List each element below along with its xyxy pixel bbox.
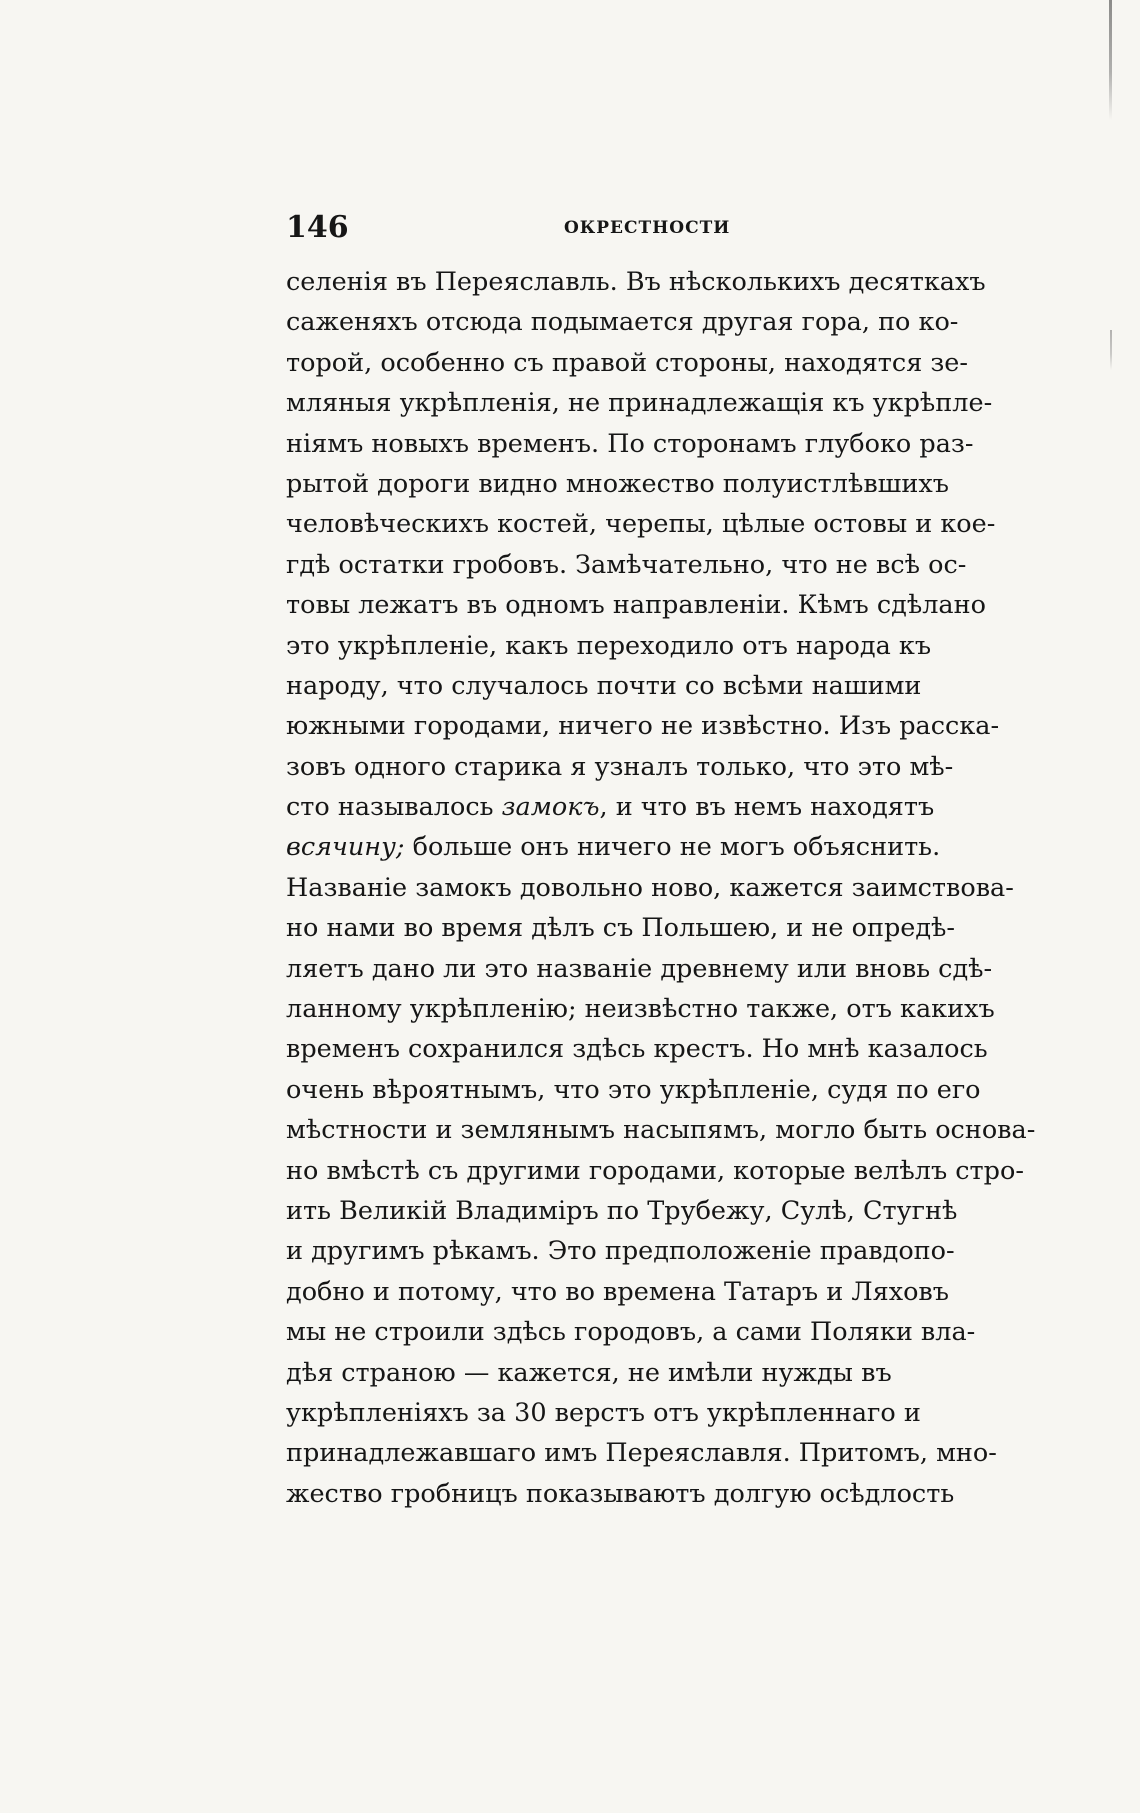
- text-line: [286, 747, 954, 787]
- text-segment: сто называлось: [286, 792, 502, 823]
- text-segment: больше онъ ничего не могъ объяснить.: [404, 832, 941, 863]
- text-segment: гдѣ остатки гробовъ. Замѣчательно, что не всѣ ос-: [286, 549, 967, 580]
- text-line: [286, 545, 967, 585]
- text-segment: временъ сохранился здѣсь крестъ. Но мнѣ казалось: [286, 1034, 988, 1065]
- body-text: [286, 262, 1036, 1514]
- scan-edge-mark: [1110, 330, 1112, 370]
- text-segment: зовъ одного старика я узналъ только, что это мѣ-: [286, 751, 954, 782]
- text-segment: мы не строили здѣсь городовъ, а сами Поляки вла-: [286, 1317, 976, 1348]
- text-segment: саженяхъ отсюда подымается другая гора, по ко-: [286, 307, 959, 338]
- text-line: [286, 504, 996, 544]
- text-line: [286, 383, 993, 423]
- text-segment: но нами во время дѣлъ съ Польшею, и не опредѣ-: [286, 913, 956, 944]
- text-segment: ить Великій Владиміръ по Трубежу, Сулѣ, Стугнѣ: [286, 1195, 958, 1226]
- text-line: [286, 1110, 1036, 1150]
- text-segment: южными городами, ничего не извѣстно. Изъ расска-: [286, 711, 1000, 742]
- text-line: [286, 989, 995, 1029]
- page-header: [286, 208, 861, 248]
- text-line: [286, 1191, 958, 1231]
- text-line: [286, 464, 949, 504]
- text-line: [286, 706, 1000, 746]
- text-segment: дѣя страною — кажется, не имѣли нужды въ: [286, 1357, 892, 1388]
- text-segment: укрѣпленіяхъ за 30 верстъ отъ укрѣпленнаго и: [286, 1397, 921, 1428]
- text-line: [286, 949, 993, 989]
- text-segment: мляныя укрѣпленія, не принадлежащія къ укрѣпле-: [286, 388, 993, 419]
- text-line: [286, 585, 986, 625]
- text-segment: но вмѣстѣ съ другими городами, которые велѣлъ стро-: [286, 1155, 1024, 1186]
- text-segment: рытой дороги видно множество полуистлѣвшихъ: [286, 468, 949, 499]
- text-line: [286, 1272, 950, 1312]
- text-line: [286, 1231, 955, 1271]
- page-number: 146: [286, 210, 349, 245]
- text-segment: , и что въ немъ находятъ: [599, 792, 935, 823]
- text-line: [286, 1353, 892, 1393]
- scan-edge-shadow: [1109, 0, 1112, 120]
- text-segment: добно и потому, что во времена Татаръ и Ляховъ: [286, 1276, 950, 1307]
- text-segment: человѣческихъ костей, черепы, цѣлые остовы и кое-: [286, 509, 996, 540]
- text-segment: селенія въ Переяславль. Въ нѣсколькихъ десяткахъ: [286, 267, 986, 297]
- text-segment: народу, что случалось почти со всѣми нашими: [286, 670, 922, 701]
- text-segment: мѣстности и землянымъ насыпямъ, могло быть основа-: [286, 1115, 1036, 1146]
- text-line: [286, 908, 956, 948]
- text-segment: принадлежавшаго имъ Переяславля. Притомъ, мно-: [286, 1438, 997, 1469]
- text-line: [286, 868, 1014, 908]
- text-segment: ланному укрѣпленію; неизвѣстно также, отъ какихъ: [286, 994, 995, 1025]
- text-segment: ніямъ новыхъ временъ. По сторонамъ глубоко раз-: [286, 428, 974, 459]
- text-line: [286, 1393, 921, 1433]
- text-line: [286, 666, 922, 706]
- text-line: [286, 302, 959, 342]
- text-segment: ляетъ дано ли это названіе древнему или вновь сдѣ-: [286, 953, 993, 984]
- text-segment: Названіе замокъ довольно ново, кажется заимствова-: [286, 872, 1014, 903]
- text-line: [286, 343, 969, 383]
- text-segment: и другимъ рѣкамъ. Это предположеніе правдопо-: [286, 1236, 955, 1267]
- text-segment: торой, особенно съ правой стороны, находятся зе-: [286, 347, 969, 378]
- text-segment: товы лежатъ въ одномъ направленіи. Кѣмъ сдѣлано: [286, 590, 986, 621]
- text-line: [286, 1433, 997, 1473]
- text-line: [286, 1474, 955, 1514]
- text-line: [286, 1070, 981, 1110]
- text-line: [286, 424, 974, 464]
- italic-phrase: всячину;: [286, 832, 405, 863]
- text-line: [286, 827, 941, 867]
- text-line: [286, 1151, 1024, 1191]
- text-line: [286, 787, 935, 827]
- text-line: [286, 626, 932, 666]
- italic-phrase: замокъ: [501, 792, 600, 823]
- text-segment: очень вѣроятнымъ, что это укрѣпленіе, судя по его: [286, 1074, 981, 1105]
- text-segment: это укрѣпленіе, какъ переходило отъ народа къ: [286, 630, 932, 661]
- text-line: [286, 1029, 988, 1069]
- text-segment: жество гробницъ показываютъ долгую осѣдлость: [286, 1478, 955, 1509]
- text-line: [286, 1312, 976, 1352]
- text-line: [286, 262, 986, 302]
- running-head: ОКРЕСТНОСТИ: [564, 218, 731, 238]
